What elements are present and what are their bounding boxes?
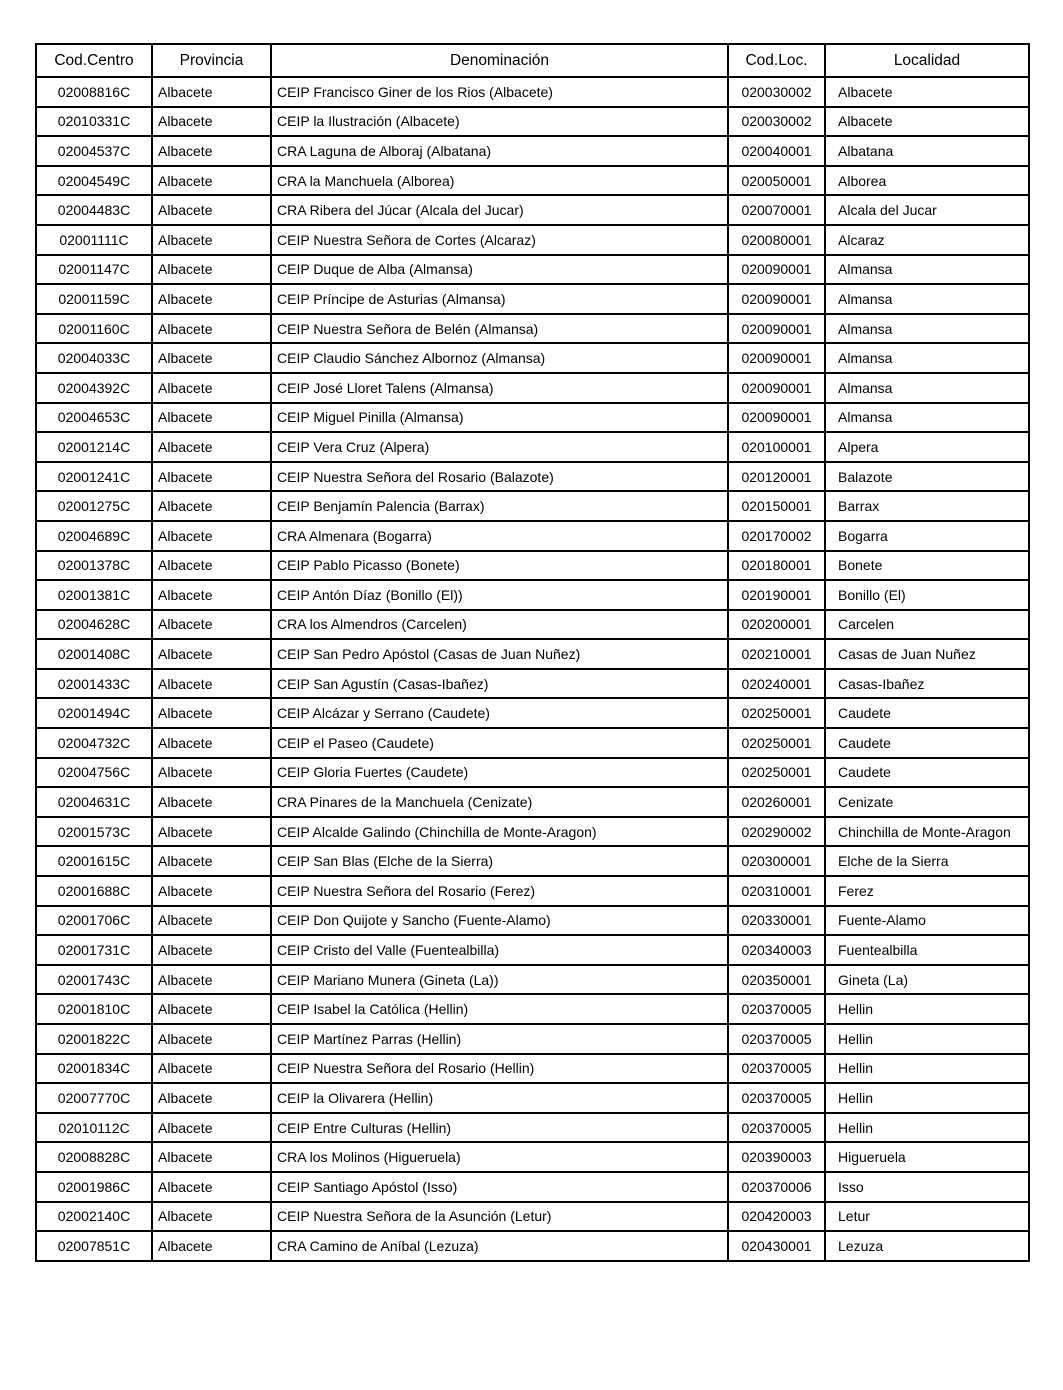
cell-cod-centro: 02008828C — [36, 1142, 152, 1172]
cell-localidad: Gineta (La) — [825, 965, 1029, 995]
cell-cod-centro: 02004549C — [36, 166, 152, 196]
cell-localidad: Alcala del Jucar — [825, 195, 1029, 225]
cell-denominacion: CEIP Nuestra Señora de la Asunción (Letur) — [271, 1202, 728, 1232]
cell-denominacion: CEIP Alcázar y Serrano (Caudete) — [271, 698, 728, 728]
cell-localidad: Ferez — [825, 876, 1029, 906]
cell-localidad: Isso — [825, 1172, 1029, 1202]
cell-cod-centro: 02001381C — [36, 580, 152, 610]
cell-localidad: Almansa — [825, 403, 1029, 433]
cell-denominacion: CRA Pinares de la Manchuela (Cenizate) — [271, 787, 728, 817]
cell-denominacion: CEIP Don Quijote y Sancho (Fuente-Alamo) — [271, 906, 728, 936]
table-row — [36, 491, 1029, 521]
cell-localidad: Carcelen — [825, 610, 1029, 640]
cell-cod-loc: 020330001 — [728, 906, 825, 936]
cell-localidad: Bogarra — [825, 521, 1029, 551]
cell-cod-loc: 020370005 — [728, 1083, 825, 1113]
cell-provincia: Albacete — [152, 935, 271, 965]
cell-provincia: Albacete — [152, 1024, 271, 1054]
cell-denominacion: CEIP Entre Culturas (Hellin) — [271, 1113, 728, 1143]
cell-denominacion: CEIP Antón Díaz (Bonillo (El)) — [271, 580, 728, 610]
cell-localidad: Albacete — [825, 77, 1029, 107]
cell-denominacion: CEIP Mariano Munera (Gineta (La)) — [271, 965, 728, 995]
cell-cod-loc: 020090001 — [728, 343, 825, 373]
cell-cod-centro: 02004631C — [36, 787, 152, 817]
header-denominacion: Denominación — [271, 44, 728, 77]
cell-denominacion: CRA los Molinos (Higueruela) — [271, 1142, 728, 1172]
cell-provincia: Albacete — [152, 728, 271, 758]
cell-cod-centro: 02004392C — [36, 373, 152, 403]
cell-cod-centro: 02001615C — [36, 846, 152, 876]
cell-provincia: Albacete — [152, 787, 271, 817]
cell-cod-centro: 02001275C — [36, 491, 152, 521]
cell-cod-loc: 020180001 — [728, 551, 825, 581]
cell-cod-centro: 02002140C — [36, 1202, 152, 1232]
cell-localidad: Barrax — [825, 491, 1029, 521]
cell-provincia: Albacete — [152, 965, 271, 995]
cell-denominacion: CRA Camino de Aníbal (Lezuza) — [271, 1231, 728, 1261]
cell-cod-loc: 020340003 — [728, 935, 825, 965]
cell-localidad: Almansa — [825, 314, 1029, 344]
cell-denominacion: CEIP Cristo del Valle (Fuentealbilla) — [271, 935, 728, 965]
table-row — [36, 1202, 1029, 1232]
cell-denominacion: CEIP la Olivarera (Hellin) — [271, 1083, 728, 1113]
cell-localidad: Fuente-Alamo — [825, 906, 1029, 936]
cell-provincia: Albacete — [152, 1113, 271, 1143]
cell-cod-loc: 020370006 — [728, 1172, 825, 1202]
cell-denominacion: CEIP Nuestra Señora del Rosario (Balazote) — [271, 462, 728, 492]
table-row — [36, 521, 1029, 551]
cell-denominacion: CRA la Manchuela (Alborea) — [271, 166, 728, 196]
cell-provincia: Albacete — [152, 1202, 271, 1232]
cell-cod-loc: 020090001 — [728, 314, 825, 344]
cell-cod-centro: 02004537C — [36, 136, 152, 166]
cell-denominacion: CRA Almenara (Bogarra) — [271, 521, 728, 551]
table-row — [36, 255, 1029, 285]
cell-cod-loc: 020430001 — [728, 1231, 825, 1261]
cell-provincia: Albacete — [152, 610, 271, 640]
cell-cod-loc: 020290002 — [728, 817, 825, 847]
cell-cod-centro: 02004689C — [36, 521, 152, 551]
cell-localidad: Casas de Juan Nuñez — [825, 639, 1029, 669]
cell-cod-loc: 020150001 — [728, 491, 825, 521]
table-row — [36, 107, 1029, 137]
centros-table — [35, 43, 1030, 1262]
table-row — [36, 698, 1029, 728]
table-row — [36, 284, 1029, 314]
cell-cod-loc: 020120001 — [728, 462, 825, 492]
cell-provincia: Albacete — [152, 314, 271, 344]
header-provincia: Provincia — [152, 44, 271, 77]
cell-denominacion: CEIP Duque de Alba (Almansa) — [271, 255, 728, 285]
cell-cod-centro: 02001986C — [36, 1172, 152, 1202]
cell-provincia: Albacete — [152, 166, 271, 196]
table-row — [36, 462, 1029, 492]
cell-cod-loc: 020040001 — [728, 136, 825, 166]
cell-cod-loc: 020070001 — [728, 195, 825, 225]
cell-cod-loc: 020240001 — [728, 669, 825, 699]
cell-localidad: Letur — [825, 1202, 1029, 1232]
table-row — [36, 403, 1029, 433]
cell-provincia: Albacete — [152, 403, 271, 433]
cell-provincia: Albacete — [152, 77, 271, 107]
cell-localidad: Elche de la Sierra — [825, 846, 1029, 876]
cell-localidad: Chinchilla de Monte-Aragon — [825, 817, 1029, 847]
cell-cod-loc: 020370005 — [728, 1024, 825, 1054]
cell-provincia: Albacete — [152, 255, 271, 285]
cell-cod-loc: 020050001 — [728, 166, 825, 196]
cell-cod-loc: 020300001 — [728, 846, 825, 876]
cell-denominacion: CEIP Francisco Giner de los Rios (Albacete) — [271, 77, 728, 107]
table-row — [36, 551, 1029, 581]
cell-denominacion: CEIP la Ilustración (Albacete) — [271, 107, 728, 137]
cell-localidad: Cenizate — [825, 787, 1029, 817]
cell-cod-loc: 020090001 — [728, 403, 825, 433]
table-row — [36, 343, 1029, 373]
cell-localidad: Lezuza — [825, 1231, 1029, 1261]
cell-provincia: Albacete — [152, 906, 271, 936]
cell-cod-centro: 02001378C — [36, 551, 152, 581]
cell-localidad: Alborea — [825, 166, 1029, 196]
cell-denominacion: CEIP Nuestra Señora de Belén (Almansa) — [271, 314, 728, 344]
cell-provincia: Albacete — [152, 136, 271, 166]
cell-cod-loc: 020250001 — [728, 758, 825, 788]
table-row — [36, 610, 1029, 640]
cell-localidad: Almansa — [825, 255, 1029, 285]
cell-cod-centro: 02007770C — [36, 1083, 152, 1113]
cell-provincia: Albacete — [152, 491, 271, 521]
cell-localidad: Caudete — [825, 758, 1029, 788]
table-row — [36, 876, 1029, 906]
cell-provincia: Albacete — [152, 1083, 271, 1113]
cell-cod-centro: 02008816C — [36, 77, 152, 107]
cell-localidad: Higueruela — [825, 1142, 1029, 1172]
table-row — [36, 758, 1029, 788]
table-row — [36, 817, 1029, 847]
cell-provincia: Albacete — [152, 1231, 271, 1261]
table-row — [36, 373, 1029, 403]
cell-denominacion: CEIP San Blas (Elche de la Sierra) — [271, 846, 728, 876]
cell-provincia: Albacete — [152, 817, 271, 847]
cell-cod-centro: 02001111C — [36, 225, 152, 255]
cell-provincia: Albacete — [152, 1142, 271, 1172]
table-row — [36, 77, 1029, 107]
table-row — [36, 994, 1029, 1024]
cell-cod-loc: 020210001 — [728, 639, 825, 669]
cell-cod-loc: 020390003 — [728, 1142, 825, 1172]
cell-localidad: Casas-Ibañez — [825, 669, 1029, 699]
cell-localidad: Almansa — [825, 284, 1029, 314]
cell-cod-loc: 020200001 — [728, 610, 825, 640]
cell-provincia: Albacete — [152, 225, 271, 255]
cell-cod-loc: 020350001 — [728, 965, 825, 995]
cell-provincia: Albacete — [152, 846, 271, 876]
cell-localidad: Alcaraz — [825, 225, 1029, 255]
cell-denominacion: CEIP Nuestra Señora del Rosario (Hellin) — [271, 1054, 728, 1084]
cell-provincia: Albacete — [152, 1054, 271, 1084]
cell-cod-centro: 02004756C — [36, 758, 152, 788]
cell-cod-centro: 02004033C — [36, 343, 152, 373]
cell-cod-centro: 02001810C — [36, 994, 152, 1024]
cell-cod-loc: 020030002 — [728, 107, 825, 137]
table-row — [36, 728, 1029, 758]
cell-provincia: Albacete — [152, 373, 271, 403]
table-row — [36, 669, 1029, 699]
cell-provincia: Albacete — [152, 1172, 271, 1202]
table-row — [36, 906, 1029, 936]
cell-localidad: Fuentealbilla — [825, 935, 1029, 965]
cell-provincia: Albacete — [152, 639, 271, 669]
cell-provincia: Albacete — [152, 343, 271, 373]
cell-cod-centro: 02001706C — [36, 906, 152, 936]
table-row — [36, 314, 1029, 344]
cell-cod-loc: 020370005 — [728, 1054, 825, 1084]
table-row — [36, 965, 1029, 995]
cell-cod-centro: 02007851C — [36, 1231, 152, 1261]
cell-provincia: Albacete — [152, 107, 271, 137]
table-row — [36, 225, 1029, 255]
cell-denominacion: CEIP Nuestra Señora del Rosario (Ferez) — [271, 876, 728, 906]
cell-denominacion: CEIP Nuestra Señora de Cortes (Alcaraz) — [271, 225, 728, 255]
cell-cod-centro: 02010331C — [36, 107, 152, 137]
cell-cod-loc: 020080001 — [728, 225, 825, 255]
cell-cod-centro: 02004732C — [36, 728, 152, 758]
table-header — [36, 44, 1029, 77]
cell-cod-loc: 020250001 — [728, 698, 825, 728]
cell-localidad: Hellin — [825, 1024, 1029, 1054]
cell-provincia: Albacete — [152, 462, 271, 492]
cell-denominacion: CRA Ribera del Júcar (Alcala del Jucar) — [271, 195, 728, 225]
cell-cod-loc: 020370005 — [728, 1113, 825, 1143]
cell-denominacion: CEIP Gloria Fuertes (Caudete) — [271, 758, 728, 788]
cell-cod-centro: 02001147C — [36, 255, 152, 285]
cell-cod-centro: 02001822C — [36, 1024, 152, 1054]
cell-provincia: Albacete — [152, 994, 271, 1024]
table-row — [36, 1142, 1029, 1172]
table-row — [36, 195, 1029, 225]
cell-cod-centro: 02004653C — [36, 403, 152, 433]
cell-cod-centro: 02001834C — [36, 1054, 152, 1084]
cell-denominacion: CEIP Pablo Picasso (Bonete) — [271, 551, 728, 581]
cell-denominacion: CEIP Claudio Sánchez Albornoz (Almansa) — [271, 343, 728, 373]
cell-cod-loc: 020100001 — [728, 432, 825, 462]
table-row — [36, 1231, 1029, 1261]
cell-provincia: Albacete — [152, 432, 271, 462]
table-row — [36, 639, 1029, 669]
cell-localidad: Hellin — [825, 1083, 1029, 1113]
cell-cod-centro: 02001731C — [36, 935, 152, 965]
cell-denominacion: CEIP José Lloret Talens (Almansa) — [271, 373, 728, 403]
cell-cod-loc: 020170002 — [728, 521, 825, 551]
table-row — [36, 1024, 1029, 1054]
cell-localidad: Bonillo (El) — [825, 580, 1029, 610]
cell-localidad: Albatana — [825, 136, 1029, 166]
table-row — [36, 787, 1029, 817]
table-body — [36, 77, 1029, 1261]
cell-denominacion: CEIP Príncipe de Asturias (Almansa) — [271, 284, 728, 314]
table-row — [36, 1172, 1029, 1202]
cell-cod-centro: 02004483C — [36, 195, 152, 225]
cell-provincia: Albacete — [152, 876, 271, 906]
cell-cod-loc: 020260001 — [728, 787, 825, 817]
cell-cod-centro: 02001408C — [36, 639, 152, 669]
cell-provincia: Albacete — [152, 669, 271, 699]
cell-cod-centro: 02001573C — [36, 817, 152, 847]
cell-cod-centro: 02001159C — [36, 284, 152, 314]
cell-denominacion: CRA Laguna de Alboraj (Albatana) — [271, 136, 728, 166]
cell-cod-centro: 02004628C — [36, 610, 152, 640]
cell-localidad: Caudete — [825, 698, 1029, 728]
header-cod-loc: Cod.Loc. — [728, 44, 825, 77]
cell-provincia: Albacete — [152, 698, 271, 728]
header-row — [36, 44, 1029, 77]
table-row — [36, 846, 1029, 876]
cell-cod-loc: 020310001 — [728, 876, 825, 906]
table-row — [36, 935, 1029, 965]
cell-cod-loc: 020250001 — [728, 728, 825, 758]
table-row — [36, 136, 1029, 166]
cell-localidad: Alpera — [825, 432, 1029, 462]
table-row — [36, 166, 1029, 196]
cell-cod-loc: 020090001 — [728, 255, 825, 285]
cell-cod-centro: 02001743C — [36, 965, 152, 995]
cell-cod-centro: 02010112C — [36, 1113, 152, 1143]
cell-localidad: Albacete — [825, 107, 1029, 137]
table-row — [36, 580, 1029, 610]
cell-cod-centro: 02001160C — [36, 314, 152, 344]
cell-denominacion: CRA los Almendros (Carcelen) — [271, 610, 728, 640]
header-localidad: Localidad — [825, 44, 1029, 77]
cell-denominacion: CEIP Miguel Pinilla (Almansa) — [271, 403, 728, 433]
cell-cod-centro: 02001433C — [36, 669, 152, 699]
cell-localidad: Almansa — [825, 343, 1029, 373]
table-row — [36, 1083, 1029, 1113]
cell-cod-centro: 02001241C — [36, 462, 152, 492]
cell-denominacion: CEIP Isabel la Católica (Hellin) — [271, 994, 728, 1024]
cell-localidad: Hellin — [825, 1113, 1029, 1143]
cell-localidad: Almansa — [825, 373, 1029, 403]
cell-cod-centro: 02001494C — [36, 698, 152, 728]
cell-denominacion: CEIP San Pedro Apóstol (Casas de Juan Nuñez) — [271, 639, 728, 669]
cell-denominacion: CEIP Alcalde Galindo (Chinchilla de Monte-Aragon) — [271, 817, 728, 847]
cell-cod-loc: 020190001 — [728, 580, 825, 610]
cell-denominacion: CEIP el Paseo (Caudete) — [271, 728, 728, 758]
cell-localidad: Hellin — [825, 1054, 1029, 1084]
cell-provincia: Albacete — [152, 521, 271, 551]
cell-cod-centro: 02001214C — [36, 432, 152, 462]
table-row — [36, 432, 1029, 462]
cell-cod-loc: 020090001 — [728, 373, 825, 403]
header-cod-centro: Cod.Centro — [36, 44, 152, 77]
cell-provincia: Albacete — [152, 580, 271, 610]
cell-localidad: Bonete — [825, 551, 1029, 581]
cell-denominacion: CEIP Santiago Apóstol (Isso) — [271, 1172, 728, 1202]
cell-localidad: Caudete — [825, 728, 1029, 758]
cell-provincia: Albacete — [152, 758, 271, 788]
cell-denominacion: CEIP San Agustín (Casas-Ibañez) — [271, 669, 728, 699]
cell-provincia: Albacete — [152, 195, 271, 225]
cell-cod-loc: 020370005 — [728, 994, 825, 1024]
cell-cod-loc: 020090001 — [728, 284, 825, 314]
cell-denominacion: CEIP Martínez Parras (Hellin) — [271, 1024, 728, 1054]
cell-denominacion: CEIP Benjamín Palencia (Barrax) — [271, 491, 728, 521]
table-row — [36, 1113, 1029, 1143]
cell-denominacion: CEIP Vera Cruz (Alpera) — [271, 432, 728, 462]
cell-cod-centro: 02001688C — [36, 876, 152, 906]
cell-cod-loc: 020420003 — [728, 1202, 825, 1232]
cell-localidad: Balazote — [825, 462, 1029, 492]
table-row — [36, 1054, 1029, 1084]
cell-localidad: Hellin — [825, 994, 1029, 1024]
cell-provincia: Albacete — [152, 284, 271, 314]
cell-provincia: Albacete — [152, 551, 271, 581]
cell-cod-loc: 020030002 — [728, 77, 825, 107]
